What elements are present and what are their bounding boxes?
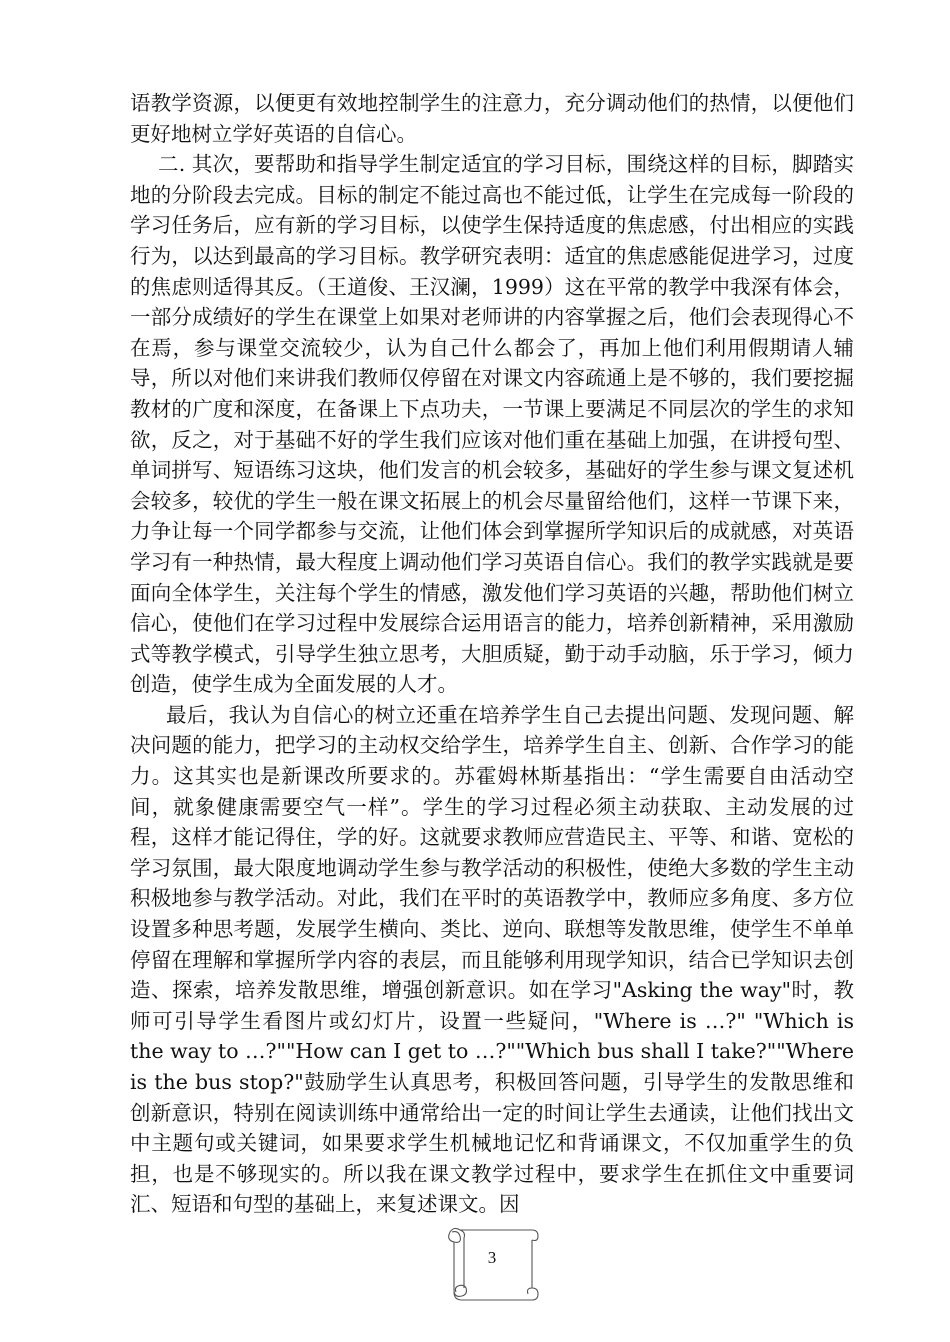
paragraph-second-point: 二. 其次，要帮助和指导学生制定适宜的学习目标，围绕这样的目标，脚踏实地的分阶段去完成。目标的制定不能过高也不能过低，让学生在完成每一阶段的学习任务后，应有新的学习目标，以使学生保持适度的焦虑感，付出相应的实践行为，以达到最高的学习目标。教学研究表明：适宜的焦虑感能促进学习，过度的焦虑则适得其反。（王道俊、王汉澜，1999）这在平常的教学中我深有体会，一部分成绩好的学生在课堂上如果对老师讲的内容掌握之后，他们会表现得心不在焉，参与课堂交流较少，认为自己什么都会了，再加上他们利用假期请人辅导，所以对他们来讲我们教师仅停留在对课文内容疏通上是不够的，我们要挖掘教材的广度和深度，在备课上下点功夫，一节课上要满足不同层次的学生的求知欲，反之，对于基础不好的学生我们应该对他们重在基础上加强，在讲授句型、单词拼写、短语练习这块，他们发言的机会较多，基础好的学生参与课文复述机会较多，较优的学生一般在课文拓展上的机会尽量留给他们，这样一节课下来，力争让每一个同学都参与交流，让他们体会到掌握所学知识后的成就感，对英语学习有一种热情，最大程度上调动他们学习英语自信心。我们的教学实践就是要面向全体学生，关注每个学生的情感，激发他们学习英语的兴趣，帮助他们树立信心，使他们在学习过程中发展综合运用语言的能力，培养创新精神，采用激励式等教学模式，引导学生独立思考，大胆质疑，勤于动手动脑，乐于学习，倾力创造，使学生成为全面发展的人才。 (130, 152, 854, 697)
page-number: 3 (487, 1248, 497, 1267)
document-body (130, 88, 854, 1220)
page-footer-scroll (440, 1218, 544, 1302)
paragraph-continuation: 语教学资源，以便更有效地控制学生的注意力，充分调动他们的热情，以便他们更好地树立学好英语的自信心。 (130, 91, 854, 146)
paragraph-finally: 最后，我认为自信心的树立还重在培养学生自己去提出问题、发现问题、解决问题的能力，把学习的主动权交给学生，培养学生自主、创新、合作学习的能力。这其实也是新课改所要求的。苏霍姆林斯基指出：“学生需要自由活动空间，就象健康需要空气一样”。学生的学习过程必须主动获取、主动发展的过程，这样才能记得住，学的好。这就要求教师应营造民主、平等、和谐、宽松的学习氛围，最大限度地调动学生参与教学活动的积极性，使绝大多数的学生主动积极地参与教学活动。对此，我们在平时的英语教学中，教师应多角度、多方位设置多种思考题，发展学生横向、类比、逆向、联想等发散思维，使学生不单单停留在理解和掌握所学内容的表层，而且能够利用现学知识，结合已学知识去创造、探索，培养发散思维，增强创新意识。如在学习"Asking the way"时，教师可引导学生看图片或幻灯片，设置一些疑问，"Where is …?" "Which is the way to …?""How can I get to …?""Which bus shall I take?""Where is the bus stop?"鼓励学生认真思考，积极回答问题，引导学生的发散思维和创新意识，特别在阅读训练中通常给出一定的时间让学生去通读，让他们找出文中主题句或关键词，如果要求学生机械地记忆和背诵课文，不仅加重学生的负担，也是不够现实的。所以我在课文教学过程中，要求学生在抓住文中重要词汇、短语和句型的基础上，来复述课文。因 (130, 702, 854, 1217)
